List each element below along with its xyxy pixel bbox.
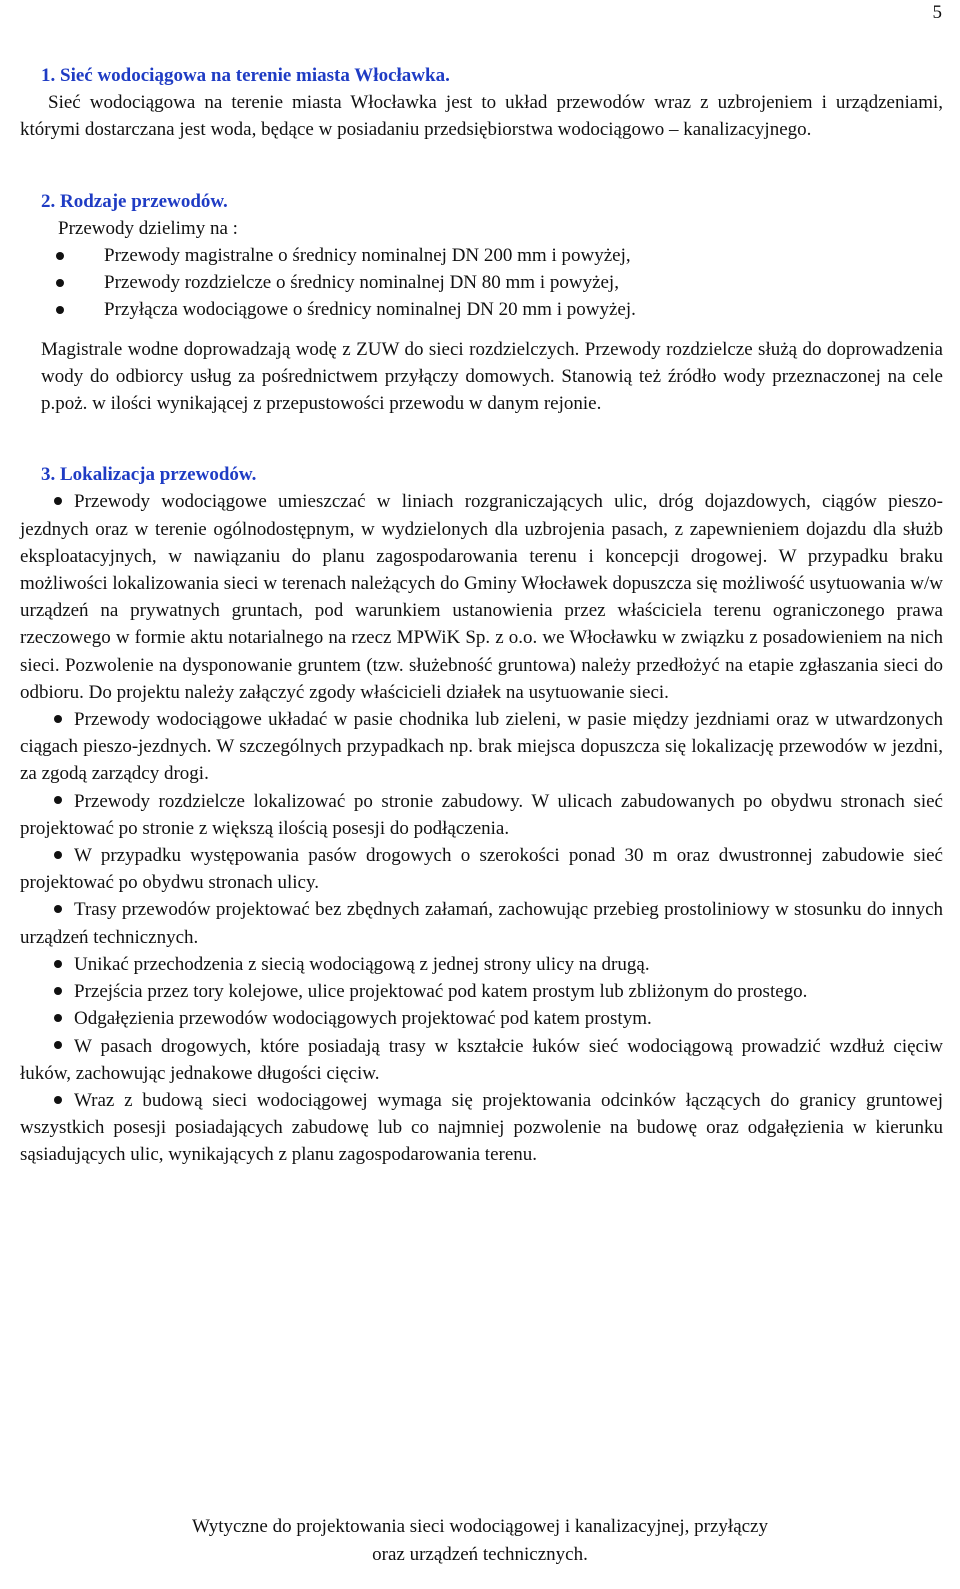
- bullet-icon: [56, 252, 64, 260]
- bullet-icon: [54, 1014, 62, 1022]
- bullet-icon: [54, 1096, 62, 1104]
- bullet-icon: [54, 715, 62, 723]
- list-item: Przewody rozdzielcze lokalizować po stronie zabudowy. W ulicach zabudowanych po obydwu stronach sieć projektować po stronie z większą ilością posesji do podłączenia.: [20, 790, 943, 839]
- document-body: [20, 62, 943, 1169]
- list-item: W przypadku występowania pasów drogowych o szerokości ponad 30 m oraz dwustronnej zabudowie sieć projektować po obydwu stronach ulicy.: [20, 845, 943, 894]
- bullet-icon: [54, 987, 62, 995]
- list-item: Odgałęzienia przewodów wodociągowych projektować pod katem prostym.: [20, 1005, 943, 1032]
- list-item: Wraz z budową sieci wodociągowej wymaga się projektowania odcinków łączących do granicy gruntowej wszystkich posesji posiadających zabudowę lub co najmniej pozwolenie na budowę oraz odgałęzienia w kierunku sąsiadujących ulic, wynikających z planu zagospodarowania terenu.: [20, 1089, 943, 1166]
- footer-line-2: oraz urządzeń technicznych.: [372, 1544, 588, 1565]
- bullet-icon: [54, 1041, 62, 1049]
- page-number: 5: [932, 2, 942, 23]
- page-footer: [0, 1513, 960, 1569]
- section-1-paragraph: Sieć wodociągowa na terenie miasta Włocławka jest to układ przewodów wraz z uzbrojeniem i urządzeniami, którymi dostarczana jest woda, będące w posiadaniu przedsiębiorstwa wodociągowo – kanalizacyjnego.: [20, 92, 943, 141]
- pipe-types-list: [20, 242, 943, 324]
- section-1-title: 1. Sieć wodociągowa na terenie miasta Włocławka.: [41, 65, 450, 86]
- section-2-intro: Przewody dzielimy na :: [58, 217, 238, 239]
- location-rules-list: [20, 488, 943, 1168]
- section-2-title: 2. Rodzaje przewodów.: [41, 190, 228, 212]
- list-item: Przewody wodociągowe układać w pasie chodnika lub zieleni, w pasie między jezdniami oraz w utwardzonych ciągach pieszo-jezdnych. W szczególnych przypadkach np. brak miejsca dopuszcza się lokalizację przewodów w jezdni, za zgodą zarządcy drogi.: [20, 709, 943, 785]
- bullet-icon: [54, 905, 62, 913]
- list-item: Unikać przechodzenia z siecią wodociągową z jednej strony ulicy na drugą.: [20, 951, 943, 978]
- bullet-icon: [54, 497, 62, 505]
- list-item: Przewody rozdzielcze o średnicy nominalnej DN 80 mm i powyżej,: [20, 269, 943, 296]
- bullet-icon: [54, 960, 62, 968]
- section-2-paragraph: Magistrale wodne doprowadzają wodę z ZUW do sieci rozdzielczych. Przewody rozdzielcze służą do doprowadzenia wody do odbiorcy usług za pośrednictwem przyłączy domowych. Stanowią też źródło wody przeznaczonej na cele p.poż. w ilości wynikającej z przepustowości przewodu w danym rejonie.: [41, 338, 943, 415]
- bullet-icon: [54, 796, 62, 804]
- list-item: Trasy przewodów projektować bez zbędnych załamań, zachowując przebieg prostoliniowy w stosunku do innych urządzeń technicznych.: [20, 899, 943, 948]
- section-3-title: 3. Lokalizacja przewodów.: [41, 464, 257, 486]
- footer-line-1: Wytyczne do projektowania sieci wodociągowej i kanalizacyjnej, przyłączy: [191, 1516, 768, 1537]
- list-item: Przewody magistralne o średnicy nominalnej DN 200 mm i powyżej,: [20, 242, 943, 269]
- list-item: Przyłącza wodociągowe o średnicy nominalnej DN 20 mm i powyżej.: [20, 296, 943, 323]
- list-item: Przejścia przez tory kolejowe, ulice projektować pod katem prostym lub zbliżonym do prostego.: [20, 978, 943, 1005]
- bullet-icon: [54, 851, 62, 859]
- list-item: Przewody wodociągowe umieszczać w liniach rozgraniczających ulic, dróg dojazdowych, ciągów pieszo-jezdnych oraz w terenie ogólnodostępnym, w wydzielonych dla uzbrojenia pasach, z zapewnieniem dojazdu dla służb eksploatacyjnych, w nawiązaniu do planu zagospodarowania terenu i koncepcji drogowej. W przypadku braku możliwości lokalizowania sieci w terenach należących do Gminy Włocławek dopuszcza się możliwość usytuowania w/w urządzeń na prywatnych gruntach, pod warunkiem ustanowienia przez właściciela terenu ograniczonego prawa rzeczowego w formie aktu notarialnego na rzecz MPWiK Sp. z o.o. we Włocławku w związku z posadowieniem na nich sieci. Pozwolenie na dysponowanie gruntem (tzw. służebność gruntowa) należy przedłożyć na etapie zgłaszania sieci do odbioru. Do projektu należy załączyć zgody właścicieli działek na usytuowanie sieci.: [20, 491, 943, 703]
- list-item: W pasach drogowych, które posiadają trasy w kształcie łuków sieć wodociągową prowadzić wzdłuż cięciw łuków, zachowując jednakowe długości cięciw.: [20, 1035, 943, 1084]
